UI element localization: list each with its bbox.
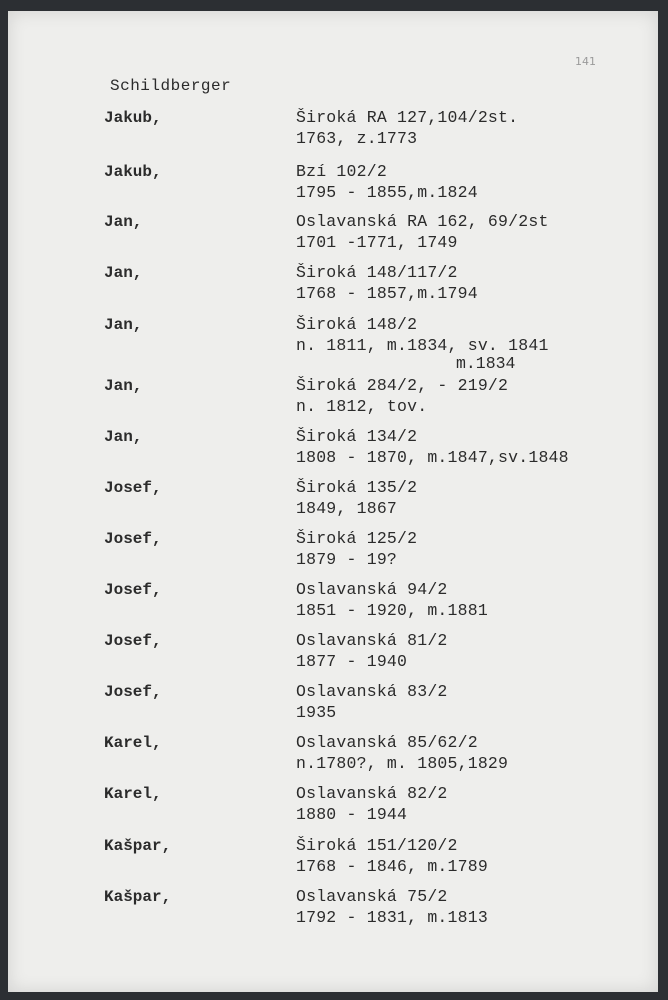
given-name: Jan, — [104, 428, 143, 446]
given-name: Jakub, — [104, 109, 162, 127]
dates-line: n.1780?, m. 1805,1829 — [296, 754, 509, 773]
entry-row — [8, 785, 658, 831]
address-line: Oslavanská 82/2 — [296, 784, 448, 803]
given-name: Karel, — [104, 734, 162, 752]
dates-line: 1880 - 1944 — [296, 805, 408, 824]
address-line: Široká 134/2 — [296, 427, 418, 446]
address-line: Oslavanská 81/2 — [296, 631, 448, 650]
entry-row — [8, 315, 658, 373]
given-name: Josef, — [104, 581, 162, 599]
dates-line: 1879 - 19? — [296, 550, 398, 569]
dates-line: 1792 - 1831, m.1813 — [296, 908, 488, 927]
given-name: Jan, — [104, 377, 143, 395]
entry-row — [8, 479, 658, 525]
given-name: Josef, — [104, 479, 162, 497]
address-line: Oslavanská 85/62/2 — [296, 733, 478, 752]
given-name: Jan, — [104, 264, 143, 282]
dates-line: 1795 - 1855,m.1824 — [296, 183, 478, 202]
dates-line: 1701 -1771, 1749 — [296, 233, 458, 252]
address-line: Oslavanská 75/2 — [296, 887, 448, 906]
address-line: Bzí 102/2 — [296, 162, 387, 181]
given-name: Karel, — [104, 785, 162, 803]
dates-line: 1768 - 1846, m.1789 — [296, 857, 488, 876]
dates-line: 1877 - 1940 — [296, 652, 408, 671]
given-name: Jakub, — [104, 163, 162, 181]
given-name: Kašpar, — [104, 888, 172, 906]
address-line: Oslavanská 94/2 — [296, 580, 448, 599]
entry-row — [8, 837, 658, 883]
entry-row — [8, 683, 658, 729]
folio-number: 141 — [575, 55, 596, 68]
address-line: Široká 148/2 — [296, 315, 418, 334]
address-line: Oslavanská 83/2 — [296, 682, 448, 701]
given-name: Josef, — [104, 632, 162, 650]
entry-row — [8, 632, 658, 678]
dates-line: 1808 - 1870, m.1847,sv.1848 — [296, 448, 569, 467]
given-name: Jan, — [104, 316, 143, 334]
address-line: Široká RA 127,104/2st. — [296, 108, 519, 127]
address-line: Široká 135/2 — [296, 478, 418, 497]
extra-line: m.1834 — [456, 354, 516, 373]
given-name: Jan, — [104, 213, 143, 231]
dates-line: 1851 - 1920, m.1881 — [296, 601, 488, 620]
entry-row — [8, 213, 658, 259]
entry-row — [8, 530, 658, 576]
address-line: Oslavanská RA 162, 69/2st — [296, 212, 549, 231]
dates-line: 1763, z.1773 — [296, 129, 418, 148]
index-card — [8, 11, 658, 992]
dates-line: 1935 — [296, 703, 337, 722]
entry-row — [8, 428, 658, 474]
entry-row — [8, 888, 658, 934]
address-line: Široká 125/2 — [296, 529, 418, 548]
entry-row — [8, 581, 658, 627]
address-line: Široká 284/2, - 219/2 — [296, 376, 509, 395]
address-line: Široká 151/120/2 — [296, 836, 458, 855]
dates-line: 1768 - 1857,m.1794 — [296, 284, 478, 303]
given-name: Josef, — [104, 530, 162, 548]
dates-line: n. 1812, tov. — [296, 397, 428, 416]
given-name: Kašpar, — [104, 837, 172, 855]
surname-heading: Schildberger — [110, 77, 232, 95]
entry-row — [8, 163, 658, 209]
dates-line: n. 1811, m.1834, sv. 1841 — [296, 336, 549, 355]
given-name: Josef, — [104, 683, 162, 701]
address-line: Široká 148/117/2 — [296, 263, 458, 282]
entry-row — [8, 109, 658, 155]
entry-row — [8, 734, 658, 780]
entry-row — [8, 377, 658, 423]
entry-row — [8, 264, 658, 310]
dates-line: 1849, 1867 — [296, 499, 398, 518]
